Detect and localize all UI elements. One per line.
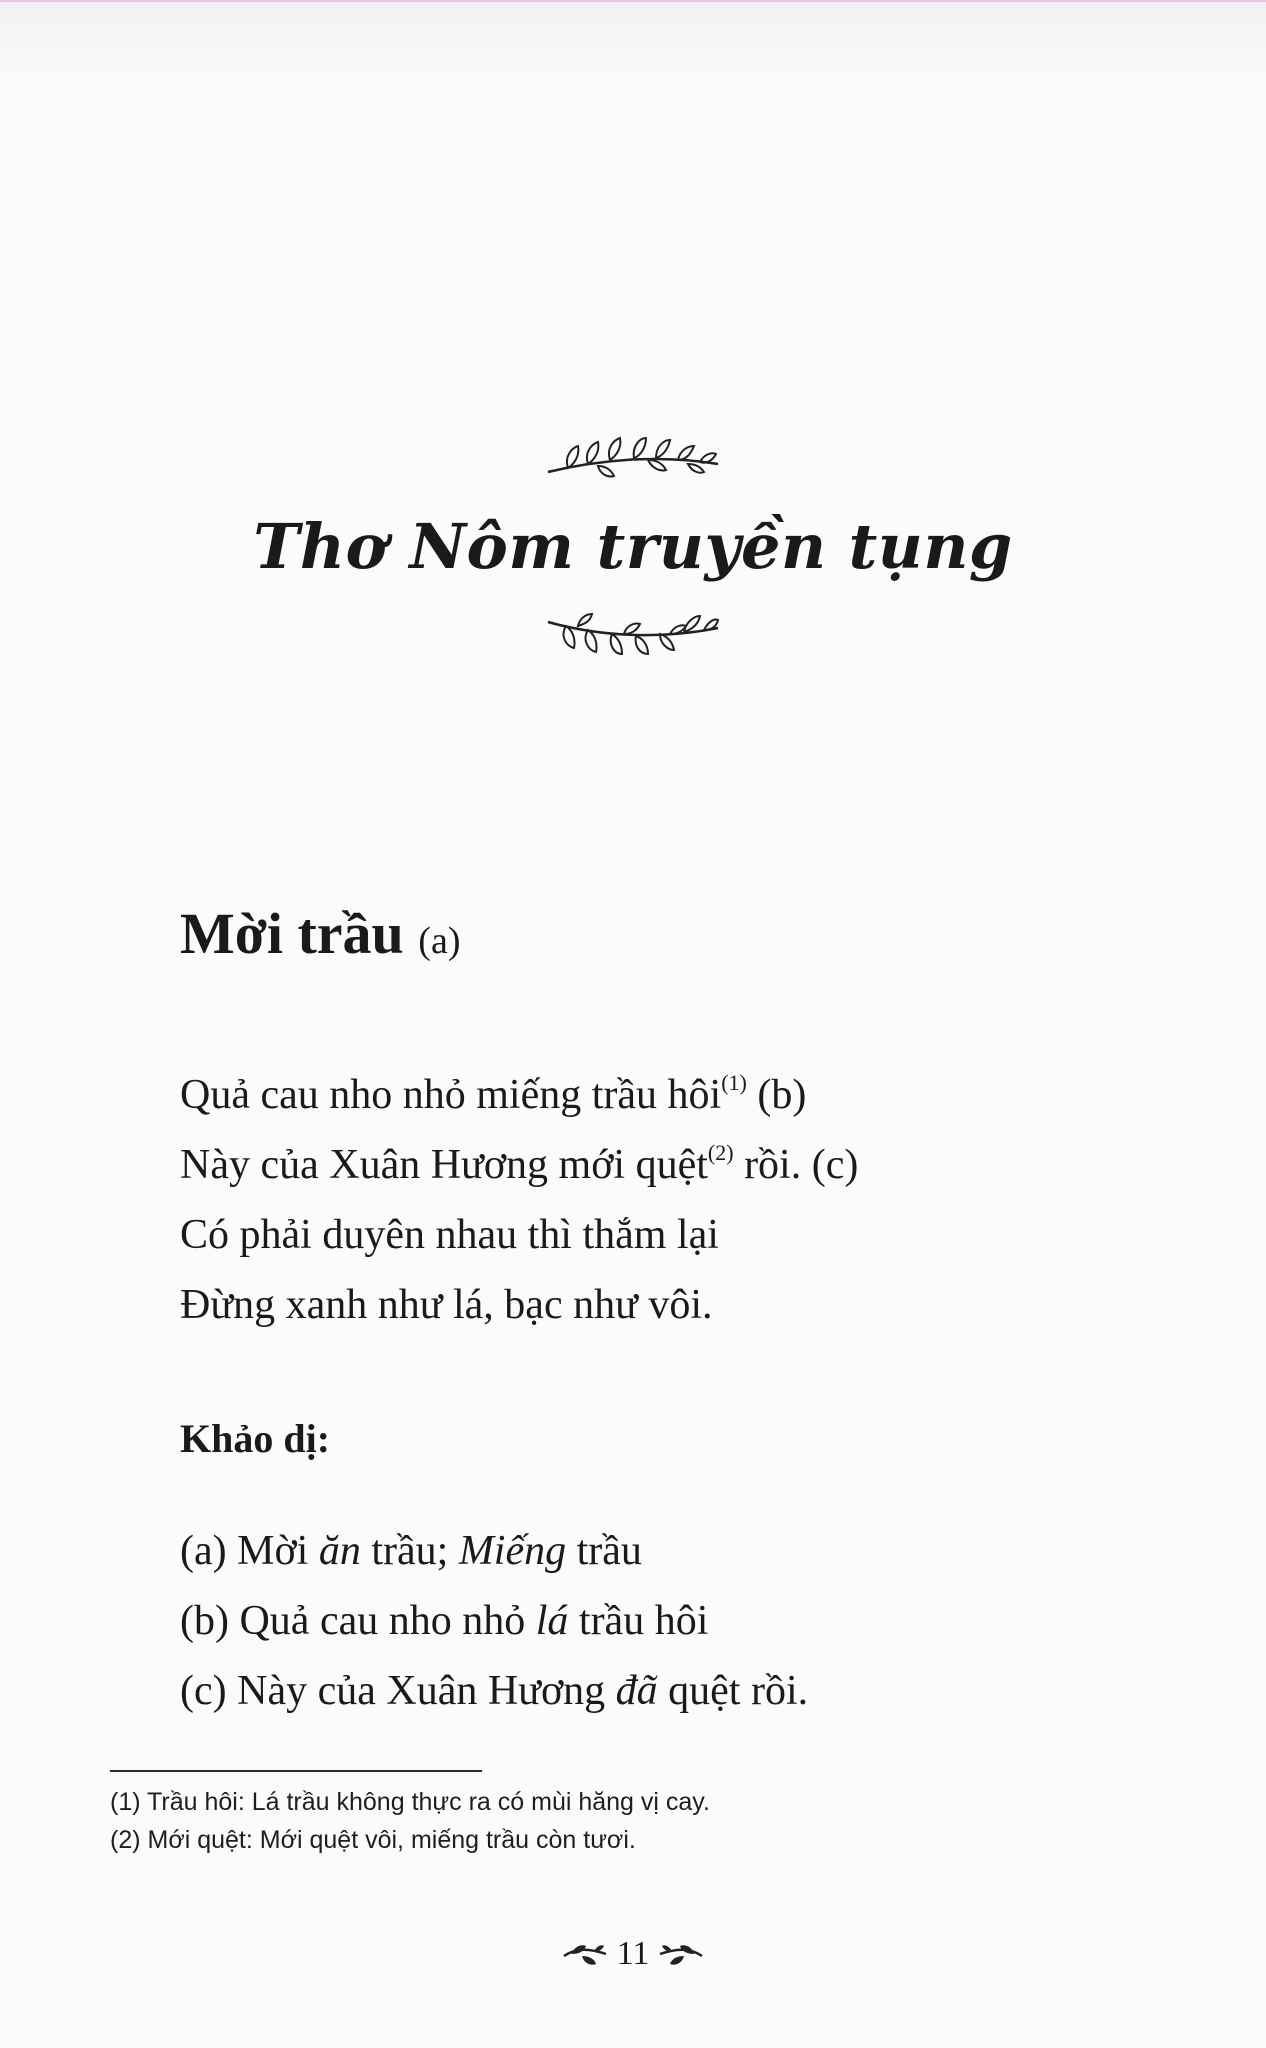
poem-line-variant-mark: rồi. (c) — [733, 1142, 859, 1188]
poem-title-text: Mời trầu — [180, 901, 404, 966]
poem-line — [180, 1270, 858, 1340]
poem-line-text: Có phải duyên nhau thì thắm lại — [180, 1212, 719, 1258]
footnote-divider — [110, 1770, 482, 1772]
poem-line-text: Đừng xanh như lá, bạc như vôi. — [180, 1282, 713, 1328]
leaf-flourish-icon — [658, 1940, 704, 1970]
page-number — [0, 1935, 1266, 1973]
poem-line-variant-mark: (b) — [746, 1072, 807, 1118]
footnote-ref: (1) — [721, 1070, 747, 1095]
poem-title-variant-mark: (a) — [418, 920, 461, 962]
poem-line — [180, 1130, 858, 1200]
page-top-edge — [0, 0, 1266, 88]
section-title: Thơ Nôm truyền tụng — [253, 510, 1013, 583]
page-number-text: 11 — [616, 1935, 650, 1972]
poem-line-text: Này của Xuân Hương mới quệt — [180, 1142, 708, 1188]
poem-title — [180, 900, 460, 967]
leafy-vine-ornament-icon — [538, 600, 728, 670]
poem-line — [180, 1200, 858, 1270]
variants-list — [180, 1516, 808, 1726]
variant-line: (c) Này của Xuân Hương đã quệt rồi. — [180, 1668, 809, 1714]
poem-line-text: Quả cau nho nhỏ miếng trầu hôi — [180, 1072, 722, 1118]
footnote-ref: (2) — [707, 1140, 734, 1165]
footnotes — [110, 1783, 710, 1859]
leafy-vine-ornament-icon — [538, 420, 728, 490]
footnote: (2) Mới quệt: Mới quệt vôi, miếng trầu còn tươi. — [110, 1826, 636, 1854]
variants-heading: Khảo dị: — [180, 1416, 331, 1461]
footnote: (1) Trầu hôi: Lá trầu không thực ra có mùi hăng vị cay. — [110, 1788, 710, 1816]
leaf-flourish-icon — [562, 1940, 608, 1970]
variant-line: (a) Mời ăn trầu; Miếng trầu — [180, 1528, 642, 1574]
poem-line — [180, 1060, 858, 1130]
variant-line: (b) Quả cau nho nhỏ lá trầu hôi — [180, 1598, 709, 1644]
poem-body — [180, 1060, 858, 1340]
